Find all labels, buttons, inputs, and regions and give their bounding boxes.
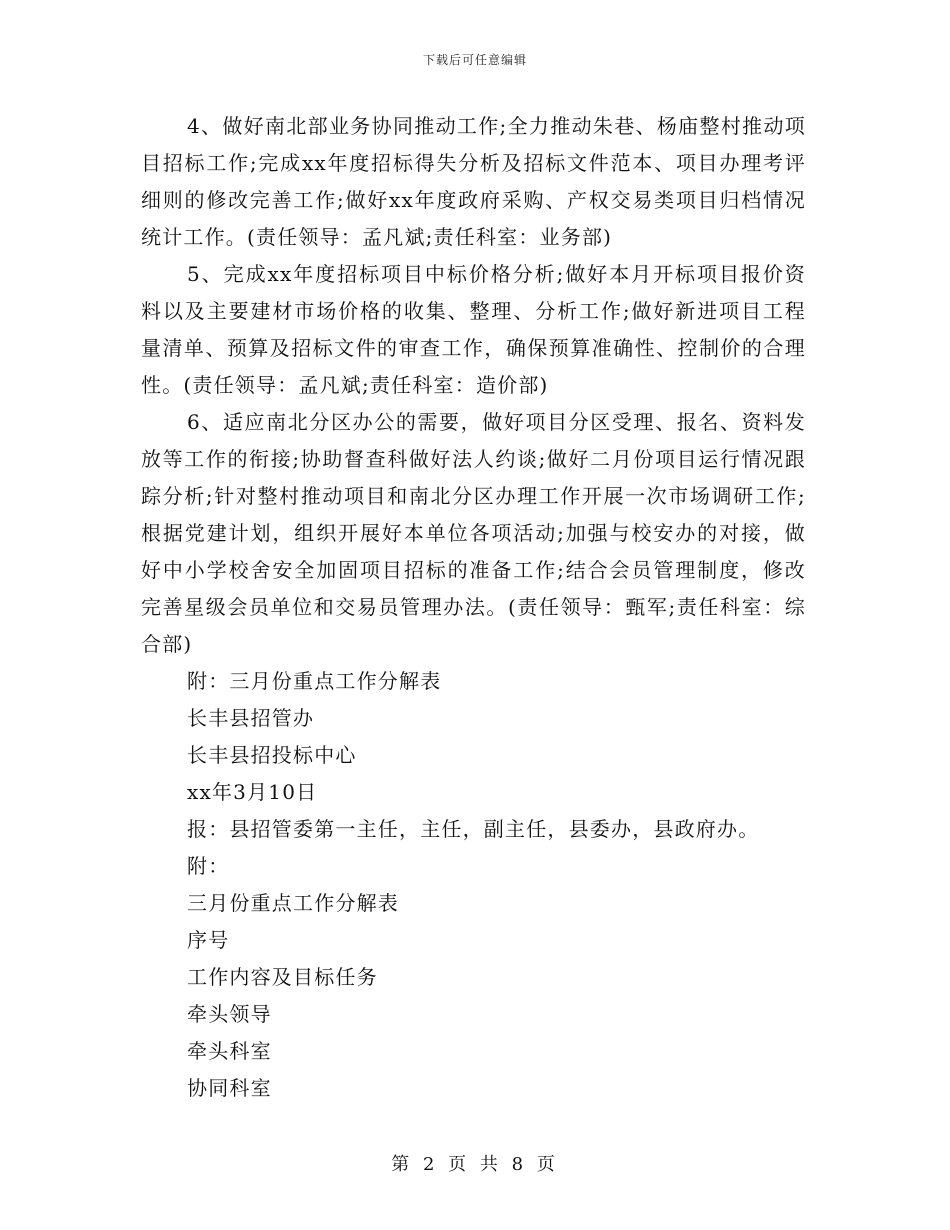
attachment-title: 三月份重点工作分解表 [187,891,399,915]
report-recipients: 报：县招管委第一主任，主任，副主任，县委办，县政府办。 [187,817,760,841]
table-header-index: 序号 [187,928,230,952]
page-header: 下载后可任意编辑 [422,53,527,67]
attachment-note: 附：三月份重点工作分解表 [187,669,442,693]
attachment-label: 附： [187,854,230,878]
issuer-center: 长丰县招投标中心 [187,743,357,767]
issue-date: xx年3月10日 [187,780,318,804]
paragraph-item-6: 6、适应南北分区办公的需要，做好项目分区受理、报名、资料发放等工作的衔接;协助督查科做好法人约谈;做好二月份项目运行情况跟踪分析;针对整村推动项目和南北分区办理工作开展一次市场调研工作;根据党建计划，组织开展好本单位各项活动;加强与校安办的对接，做好中小学校舍安全加固项目招标的准备工作;结合会员管理制度，修改完善星级会员单位和交易员管理办法。(责任领导：甄军;责任科室：综合部) [141,410,806,656]
table-header-content: 工作内容及目标任务 [187,965,378,989]
page-number: 第 2 页 共 8 页 [391,1154,559,1175]
paragraph-item-4: 4、做好南北部业务协同推动工作;全力推动朱巷、杨庙整村推动项目招标工作;完成xx年度招标得失分析及招标文件范本、项目办理考评细则的修改完善工作;做好xx年度政府采购、产权交易类项目归档情况统计工作。(责任领导：孟凡斌;责任科室：业务部) [141,114,806,249]
paragraph-item-5: 5、完成xx年度招标项目中标价格分析;做好本月开标项目报价资料以及主要建材市场价格的收集、整理、分析工作;做好新进项目工程量清单、预算及招标文件的审查工作，确保预算准确性、控制价的合理性。(责任领导：孟凡斌;责任科室：造价部) [141,262,806,397]
table-header-coop-dept: 协同科室 [187,1076,272,1100]
document-body [141,108,806,1107]
table-header-lead: 牵头领导 [187,1002,272,1026]
table-header-lead-dept: 牵头科室 [187,1039,272,1063]
issuer-office: 长丰县招管办 [187,706,315,730]
